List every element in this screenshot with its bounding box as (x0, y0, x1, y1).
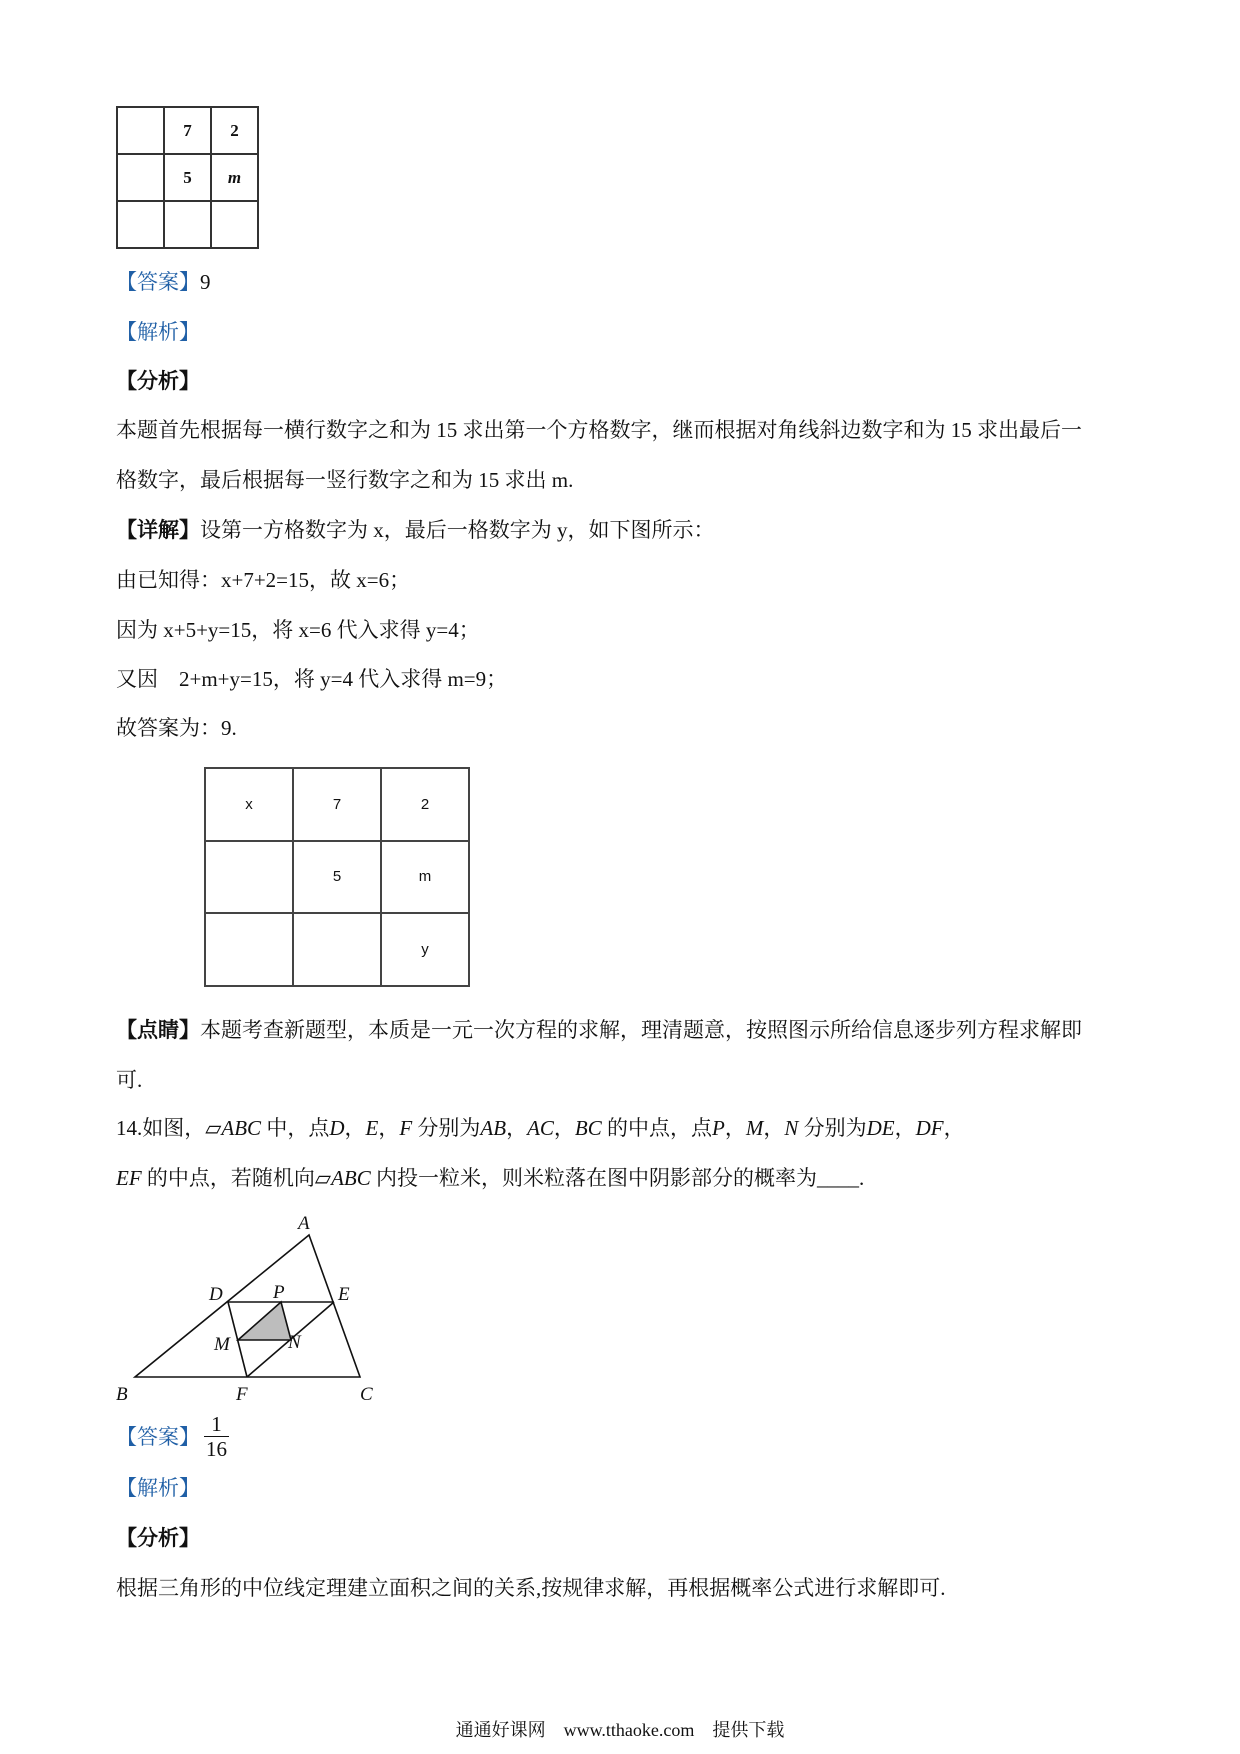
solution-grid (204, 767, 470, 987)
question-14-line1: 14.如图，▱ABC 中，点D，E，F 分别为AB，AC，BC 的中点，点P，M，N 分别为DE，DF， (116, 1116, 965, 1140)
fenxi-label: 【分析】 (116, 369, 200, 393)
q-text: 的中点，若随机向 (141, 1166, 315, 1190)
grid-cell (117, 107, 164, 154)
q-math: P (712, 1116, 725, 1140)
q-math: EF (116, 1166, 142, 1190)
label-p: P (273, 1282, 285, 1303)
q-math: M (745, 1116, 764, 1140)
dianjing-section (116, 1016, 1082, 1044)
q-math: ABC (221, 1116, 262, 1140)
q-math: DE (866, 1116, 895, 1140)
q-text: ， (506, 1116, 528, 1140)
answer-fraction (204, 1412, 229, 1461)
shaded-triangle (238, 1302, 291, 1340)
dianjing-label: 【点睛】 (116, 1018, 200, 1042)
jiexi-label: 【解析】 (116, 320, 200, 344)
dianjing-text: 可. (116, 1068, 143, 1092)
grid-cell (117, 154, 164, 201)
q-text: ， (344, 1116, 366, 1140)
grid-cell (117, 201, 164, 248)
analysis-line: 格数字，最后根据每一竖行数字之和为 15 求出 m. (116, 468, 574, 492)
q-math: AB (480, 1116, 507, 1140)
detail-label: 【详解】 (116, 518, 200, 542)
fenxi-label: 【分析】 (116, 1526, 200, 1550)
q-text: 中，点 (261, 1116, 330, 1140)
page-footer: 通通好课网 www.tthaoke.com 提供下载 (455, 1720, 785, 1740)
q-math: E (365, 1116, 379, 1140)
q-text: 的中点，点 (601, 1116, 712, 1140)
answer-value: 9 (200, 270, 211, 294)
q-text: 内投一粒米，则米粒落在图中阴影部分的概率为____. (370, 1166, 865, 1190)
label-e: E (338, 1284, 350, 1305)
q-text: 14.如图， (116, 1116, 206, 1140)
label-m: M (214, 1334, 230, 1355)
grid-cell: x (205, 768, 293, 841)
grid-cell: 5 (164, 154, 211, 201)
numerator: 1 (211, 1412, 222, 1436)
solution-step: 由已知得：x+7+2=15，故 x=6； (116, 568, 411, 592)
detail-text: 设第一方格数字为 x，最后一格数字为 y，如下图所示： (200, 518, 715, 542)
dianjing-text: 本题考查新题型，本质是一元一次方程的求解，理清题意，按照图示所给信息逐步列方程求解即 (200, 1018, 1082, 1042)
grid-cell: 2 (381, 768, 469, 841)
grid-cell (164, 201, 211, 248)
question-14-line2: EF 的中点，若随机向▱ABC 内投一粒米，则米粒落在图中阴影部分的概率为____. (116, 1166, 865, 1190)
grid-cell (211, 201, 258, 248)
grid-cell: 7 (293, 768, 381, 841)
q-text: 分别为 (412, 1116, 481, 1140)
solution-step: 因为 x+5+y=15，将 x=6 代入求得 y=4； (116, 618, 480, 642)
detail-section (116, 516, 715, 544)
q-text: 分别为 (798, 1116, 867, 1140)
grid-cell: m (211, 154, 258, 201)
answer-label: 【答案】 (116, 1424, 200, 1449)
q-math: DF (915, 1116, 944, 1140)
triangle-figure (110, 1210, 390, 1405)
q-text: ， (894, 1116, 916, 1140)
grid-cell (205, 913, 293, 986)
label-d: D (209, 1284, 223, 1305)
q-math: ABC (331, 1166, 371, 1190)
label-b: B (116, 1384, 128, 1405)
q-math: D (329, 1116, 345, 1140)
q-text: ， (378, 1116, 400, 1140)
triangle-abc (135, 1235, 360, 1377)
solution-step: 故答案为：9. (116, 716, 237, 740)
q-math: BC (574, 1116, 602, 1140)
label-n: N (288, 1332, 301, 1353)
q-math: F (399, 1116, 413, 1140)
grid-cell: 7 (164, 107, 211, 154)
label-c: C (360, 1384, 373, 1405)
q-math: AC (527, 1116, 554, 1140)
grid-cell (205, 841, 293, 914)
answer-label: 【答案】 (116, 270, 200, 294)
solution-step: 又因 2+m+y=15，将 y=4 代入求得 m=9； (116, 667, 508, 691)
q-math: N (784, 1116, 799, 1140)
q-text: ， (553, 1116, 575, 1140)
grid-cell: m (381, 841, 469, 914)
answer-section (116, 268, 211, 296)
denominator: 16 (206, 1437, 227, 1461)
q-text: ， (724, 1116, 746, 1140)
grid-cell: y (381, 913, 469, 986)
grid-cell (293, 913, 381, 986)
label-f: F (236, 1384, 248, 1405)
grid-cell: 2 (211, 107, 258, 154)
magic-square-grid (116, 106, 259, 249)
analysis-line: 根据三角形的中位线定理建立面积之间的关系,按规律求解，再根据概率公式进行求解即可. (116, 1576, 946, 1600)
jiexi-label: 【解析】 (116, 1476, 200, 1500)
label-a: A (298, 1213, 310, 1234)
q-text: ， (763, 1116, 785, 1140)
analysis-line: 本题首先根据每一横行数字之和为 15 求出第一个方格数字，继而根据对角线斜边数字和为 15 求出最后一 (116, 418, 1082, 442)
q-text: ， (943, 1116, 965, 1140)
answer-section (116, 1412, 229, 1461)
grid-cell: 5 (293, 841, 381, 914)
